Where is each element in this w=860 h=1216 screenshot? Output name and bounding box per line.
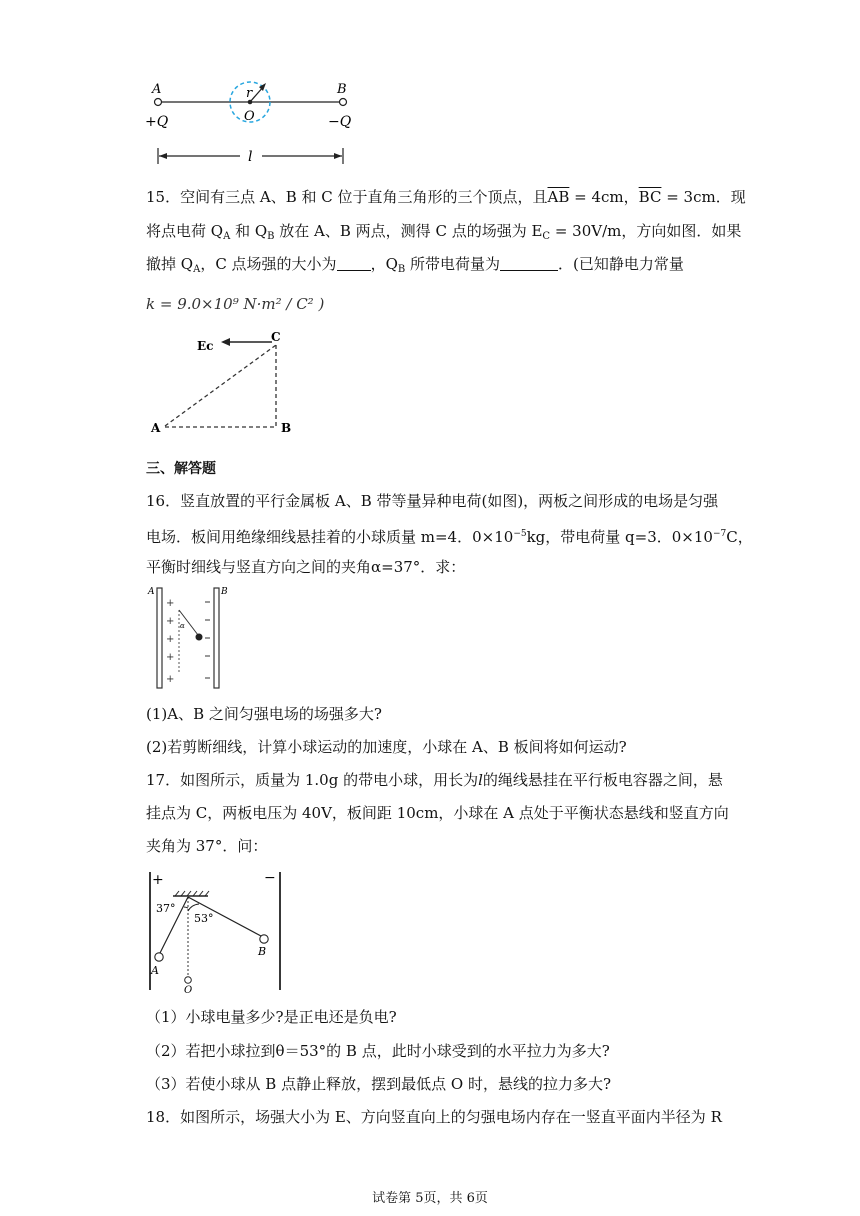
q17-line-2: 挂点为 C，两板电压为 40V，板间距 10cm，小球在 A 点处于平衡状态悬线和竖直方向 <box>146 804 729 822</box>
length-arrowhead-right <box>334 153 342 159</box>
svg-text:+: + <box>166 634 175 645</box>
label-minus: − <box>264 870 276 886</box>
q15-line-3: 撤掉 $Q_A$，C 点场强的大小为 ，$Q_B$ 所带电荷量为 ．(已知静电力常量 <box>146 255 684 275</box>
plate-a <box>157 588 162 688</box>
length-arrowhead-left <box>159 153 167 159</box>
q16-part-1: (1)A、B 之间匀强电场的场强多大? <box>146 705 382 723</box>
label-a: A <box>151 421 161 435</box>
label-a: A <box>152 82 162 97</box>
q15-formula: k = 9.0×10⁹ N·m² / C² ) <box>146 295 325 313</box>
answer-blank-2[interactable] <box>500 256 558 271</box>
label-plus-q: +Q <box>145 114 169 130</box>
label-ec: Ec <box>197 339 214 353</box>
dipole-figure <box>140 78 370 170</box>
label-o: O <box>184 985 193 994</box>
q16-part-2: (2)若剪断细线，计算小球运动的加速度，小球在 A、B 板间将如何运动? <box>146 738 627 756</box>
label-a: A <box>151 964 159 977</box>
svg-text:+: + <box>166 674 175 685</box>
q15-line-1: 15．空间有三点 A、B 和 C 位于直角三角形的三个顶点，且$\overline{AB} = 4cm$，$\overline{BC} = 3cm$．现 <box>146 188 746 206</box>
label-minus-q: −Q <box>328 114 352 130</box>
point-o <box>185 977 192 984</box>
section-heading: 三、解答题 <box>146 461 216 477</box>
ceiling-hatch <box>175 891 209 896</box>
dashed-ac <box>165 345 276 426</box>
angle-label-37: 37° <box>156 902 176 915</box>
label-a: A <box>148 587 155 597</box>
label-b: B <box>281 421 292 435</box>
angle-arc-a <box>184 907 188 908</box>
q17-line-3: 夹角为 37°．问： <box>146 837 268 855</box>
q16-line-2: 电场．板间用绝缘细线悬挂着的小球质量 m=4．$0\times 10^{-5}kg$，带电荷量 q=3．$0\times 10^{-7}C$， <box>146 528 753 546</box>
q17-part-3: （3）若使小球从 B 点静止释放，摆到最低点 O 时，悬线的拉力多大? <box>146 1075 611 1093</box>
q15-line-2: 将点电荷 $Q_A$ 和 $Q_B$ 放在 A、B 两点，测得 C 点的场强为 $E_C = 30V/m$，方向如图．如果 <box>146 222 742 242</box>
page-footer: 试卷第 5页，共 6页 <box>372 1191 488 1206</box>
q16-line-1: 16．竖直放置的平行金属板 A、B 带等量异种电荷(如图)，两板之间形成的电场是匀强 <box>146 492 719 510</box>
label-alpha: α <box>180 622 185 630</box>
label-plus: + <box>152 872 164 888</box>
plate-b <box>214 588 219 688</box>
svg-text:+: + <box>166 652 175 663</box>
answer-blank-1[interactable] <box>337 256 371 271</box>
q15-triangle-figure <box>145 328 305 438</box>
plus-signs <box>166 598 174 685</box>
angle-arc-b <box>188 904 199 911</box>
q17-line-1: 17．如图所示，质量为 1.0g 的带电小球，用长为l的绳线悬挂在平行板电容器之间，悬 <box>146 771 723 789</box>
svg-text:+: + <box>166 598 175 609</box>
q17-capacitor-figure <box>140 866 290 994</box>
q16-line-3: 平衡时细线与竖直方向之间的夹角α=37°．求： <box>146 558 466 576</box>
label-b: B <box>337 82 347 97</box>
label-b: B <box>221 587 228 597</box>
q18-line-1: 18．如图所示，场强大小为 E、方向竖直向上的匀强电场内存在一竖直平面内半径为 R <box>146 1108 722 1126</box>
label-r: r <box>246 86 253 101</box>
angle-label-53: 53° <box>194 912 214 925</box>
point-b-marker <box>340 99 347 106</box>
segment-ab: $\overline{AB}$ <box>547 188 570 206</box>
minus-signs <box>205 602 210 678</box>
label-b: B <box>258 945 267 958</box>
segment-bc: $\overline{BC}$ <box>638 188 662 206</box>
q17-part-1: （1）小球电量多少?是正电还是负电? <box>146 1008 397 1026</box>
ball-b <box>260 935 268 943</box>
q17-part-2: （2）若把小球拉到θ＝53°的 B 点，此时小球受到的水平拉力为多大? <box>146 1042 610 1060</box>
ec-arrowhead <box>221 338 230 346</box>
q16-plates-figure <box>146 582 236 692</box>
label-o: O <box>244 109 255 124</box>
label-c: C <box>271 330 281 344</box>
label-length-l: l <box>248 149 253 165</box>
svg-text:+: + <box>166 616 175 627</box>
point-a-marker <box>155 99 162 106</box>
ball-a <box>155 953 163 961</box>
charged-ball <box>196 634 203 641</box>
